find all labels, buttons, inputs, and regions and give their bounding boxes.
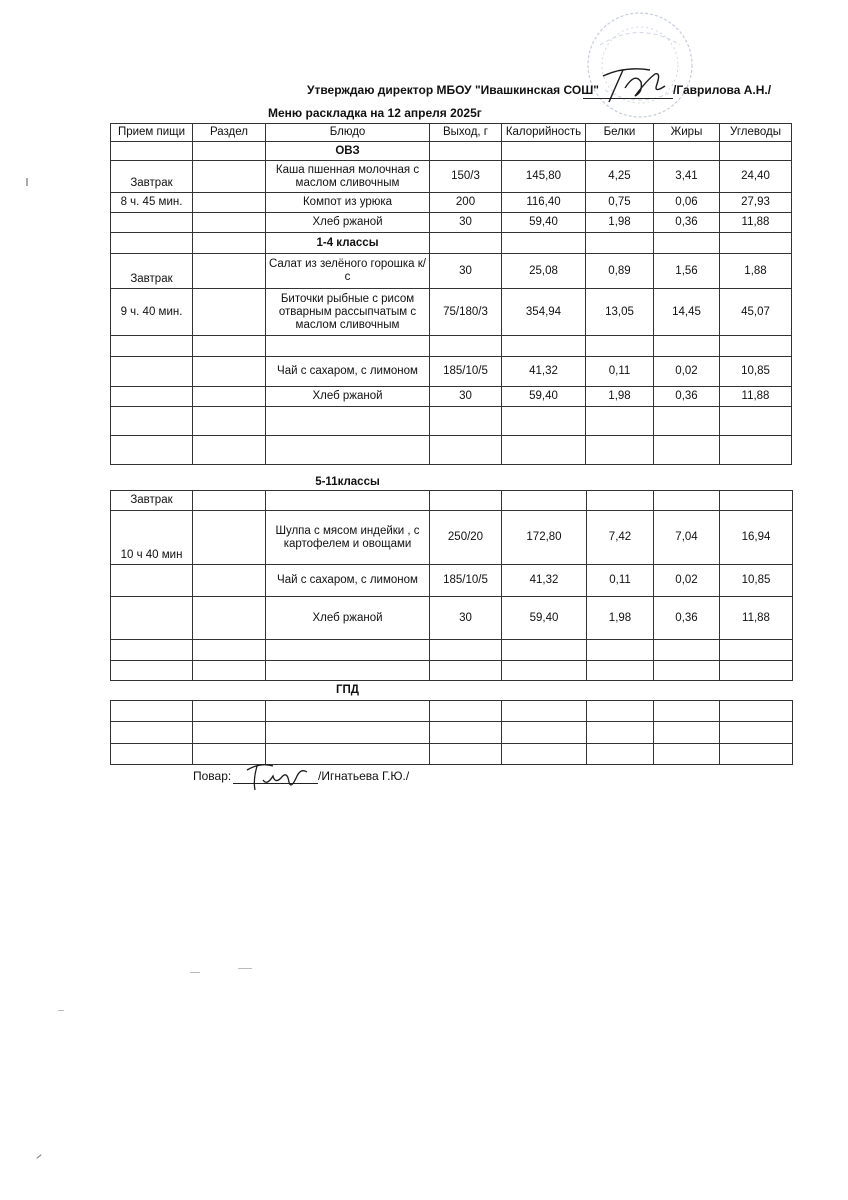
col-header-calories: Калорийность [502,124,586,142]
meal-label: Завтрак [111,254,193,289]
carbs-value: 16,94 [720,511,793,565]
output-value: 30 [430,254,502,289]
protein-value: 0,11 [586,357,654,387]
menu-table-gpd [110,700,793,765]
output-value: 30 [430,213,502,233]
menu-table-5-11 [110,490,793,681]
cook-signature [243,756,313,796]
calories-value: 59,40 [502,387,586,407]
empty-row [111,661,793,681]
dish-name: Каша пшенная молочная с маслом сливочным [266,161,430,193]
carbs-value: 11,88 [720,387,792,407]
table-row [111,597,793,640]
fat-value: 0,06 [654,193,720,213]
empty-row [111,640,793,661]
fat-value: 3,41 [654,161,720,193]
meal-time: 9 ч. 40 мин. [111,289,193,336]
empty-row [111,436,792,465]
fat-value: 0,02 [654,565,720,597]
table-row [111,213,792,233]
dish-name: Чай с сахаром, с лимоном [266,565,430,597]
carbs-value: 24,40 [720,161,792,193]
fat-value: 0,36 [654,213,720,233]
fat-value: 1,56 [654,254,720,289]
output-value: 150/3 [430,161,502,193]
carbs-value: 11,88 [720,597,793,640]
calories-value: 25,08 [502,254,586,289]
dish-name: Хлеб ржаной [266,213,430,233]
col-header-protein: Белки [586,124,654,142]
calories-value: 116,40 [502,193,586,213]
table-row [111,254,792,289]
empty-row [111,744,793,765]
col-header-output: Выход, г [430,124,502,142]
protein-value: 0,11 [587,565,654,597]
scan-speck [36,1154,41,1159]
calories-value: 354,94 [502,289,586,336]
empty-row [111,701,793,722]
cook-name: /Игнатьева Г.Ю./ [318,769,410,783]
protein-value: 0,75 [586,193,654,213]
section-title-gpd: ГПД [336,684,359,696]
cook-label: Повар: [193,769,232,783]
dish-name: Салат из зелёного горошка к/с [266,254,430,289]
menu-table-main [110,123,792,465]
output-value: 185/10/5 [430,565,502,597]
fat-value: 0,36 [654,387,720,407]
fat-value: 14,45 [654,289,720,336]
col-header-fat: Жиры [654,124,720,142]
col-header-dish: Блюдо [266,124,430,142]
protein-value: 1,98 [586,387,654,407]
scan-speck [26,178,28,186]
section-row-ovz [111,142,792,161]
meal-label: Завтрак [111,491,193,511]
section-title-1-4: 1-4 классы [266,233,430,254]
dish-name: Чай с сахаром, с лимоном [266,357,430,387]
table-row [111,511,793,565]
approval-line [307,83,599,97]
empty-row [111,722,793,744]
dish-name: Хлеб ржаной [266,387,430,407]
dish-name: Шулпа с мясом индейки , с картофелем и овощами [266,511,430,565]
empty-row [111,407,792,436]
carbs-value: 10,85 [720,565,793,597]
empty-row [111,336,792,357]
carbs-value: 27,93 [720,193,792,213]
col-header-meal: Прием пищи [111,124,193,142]
dish-name: Хлеб ржаной [266,597,430,640]
meal-label: Завтрак [111,161,193,193]
col-header-carbs: Углеводы [720,124,792,142]
carbs-value: 1,88 [720,254,792,289]
director-signature [595,62,675,106]
scan-speck [190,972,200,973]
output-value: 250/20 [430,511,502,565]
calories-value: 59,40 [502,213,586,233]
output-value: 30 [430,387,502,407]
calories-value: 145,80 [502,161,586,193]
table-row [111,161,792,193]
fat-value: 0,36 [654,597,720,640]
calories-value: 59,40 [502,597,587,640]
protein-value: 0,89 [586,254,654,289]
meal-time: 10 ч 40 мин [111,511,193,565]
output-value: 185/10/5 [430,357,502,387]
table-row [111,289,792,336]
calories-value: 41,32 [502,565,587,597]
output-value: 75/180/3 [430,289,502,336]
fat-value: 0,02 [654,357,720,387]
fat-value: 7,04 [654,511,720,565]
table-header-row [111,124,792,142]
approval-suffix: /Гаврилова А.Н./ [673,83,772,97]
protein-value: 13,05 [586,289,654,336]
carbs-value: 45,07 [720,289,792,336]
section-title-5-11: 5-11классы [315,476,380,488]
scan-speck [58,1010,64,1011]
table-row [111,193,792,213]
dish-name: Компот из урюка [266,193,430,213]
col-header-section: Раздел [193,124,266,142]
menu-title: Меню раскладка на 12 апреля 2025г [268,106,482,120]
protein-value: 7,42 [587,511,654,565]
calories-value: 172,80 [502,511,587,565]
meal-time: 8 ч. 45 мин. [111,193,193,213]
section-row-1-4 [111,233,792,254]
calories-value: 41,32 [502,357,586,387]
carbs-value: 10,85 [720,357,792,387]
protein-value: 4,25 [586,161,654,193]
table-row [111,357,792,387]
protein-value: 1,98 [587,597,654,640]
protein-value: 1,98 [586,213,654,233]
output-value: 200 [430,193,502,213]
scan-speck [238,968,252,969]
dish-name: Биточки рыбные с рисом отварным рассыпчатым с маслом сливочным [266,289,430,336]
output-value: 30 [430,597,502,640]
section-title-ovz: ОВЗ [266,142,430,161]
table-row [111,565,793,597]
table-row [111,387,792,407]
table-row [111,491,793,511]
approval-text: Утверждаю директор МБОУ "Ивашкинская СОШ" [307,83,599,97]
carbs-value: 11,88 [720,213,792,233]
